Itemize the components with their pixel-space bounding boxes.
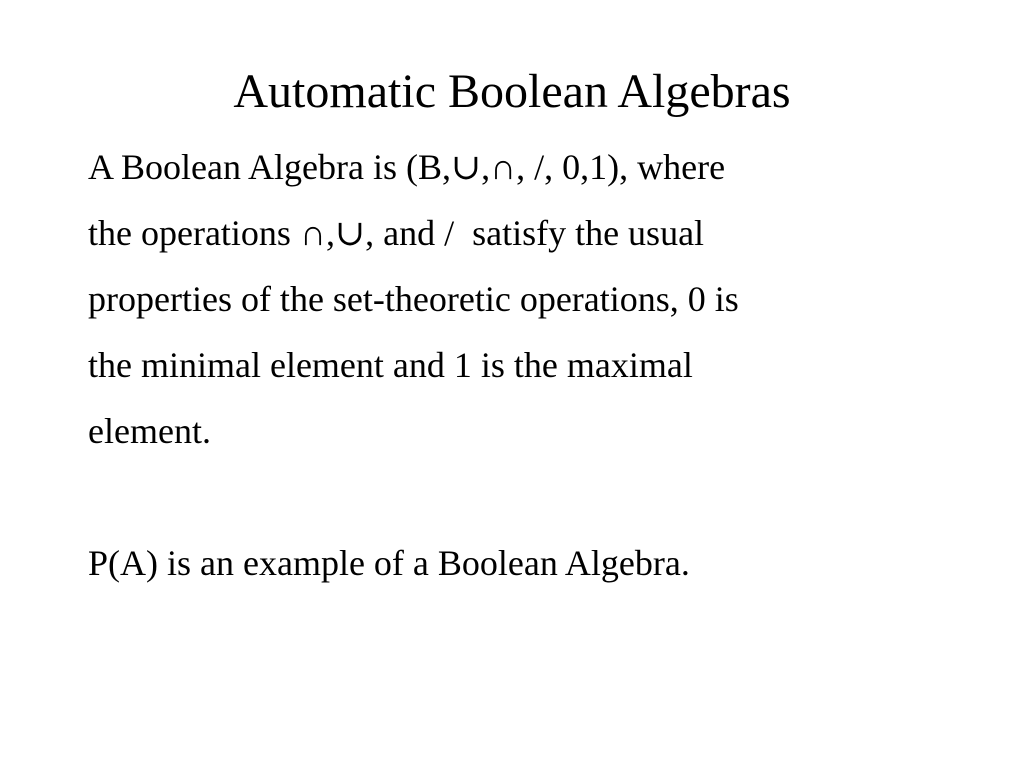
- paragraph-spacer: [88, 464, 948, 530]
- example-line: P(A) is an example of a Boolean Algebra.: [88, 543, 690, 583]
- definition-line-3: properties of the set-theoretic operations, 0 is: [88, 279, 739, 319]
- slide-title: Automatic Boolean Algebras: [233, 65, 791, 118]
- definition-line-5: element.: [88, 411, 211, 451]
- definition-line-4: the minimal element and 1 is the maximal: [88, 345, 693, 385]
- definition-line-2: the operations ∩,∪, and / satisfy the usual: [88, 213, 705, 253]
- slide-body: [88, 134, 948, 596]
- definition-line-1: A Boolean Algebra is (B,∪,∩, /, 0,1), where: [88, 147, 726, 187]
